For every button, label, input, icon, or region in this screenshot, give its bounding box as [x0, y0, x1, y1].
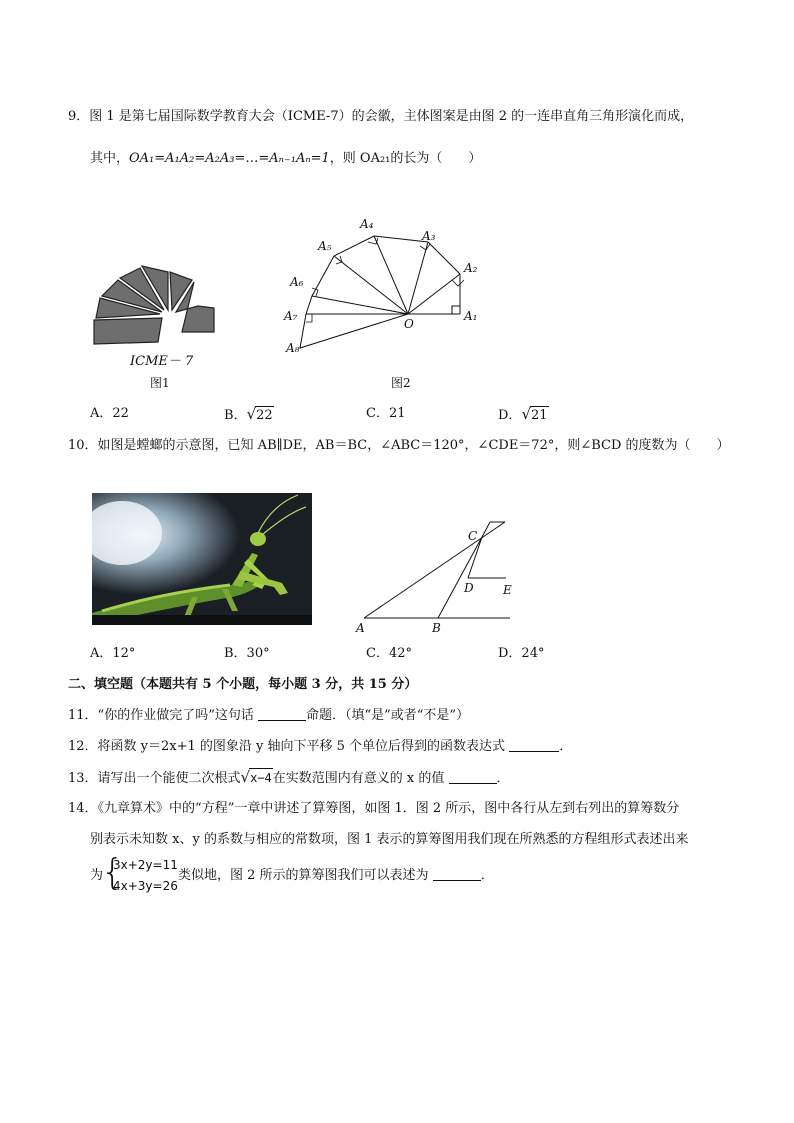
q14-line3-pre: 为: [90, 868, 104, 883]
radical-sign: √: [240, 768, 251, 786]
q9-option-c[interactable]: C．21: [366, 406, 406, 421]
q12-answer-blank[interactable]: [509, 739, 559, 752]
q12-post: ．: [559, 739, 573, 754]
label-a6: A₆: [290, 275, 304, 289]
label-a: A: [356, 621, 365, 635]
line-oa4: [374, 236, 408, 314]
label-c: C: [468, 529, 478, 543]
q14-eq1: 3x+2y=11: [113, 858, 178, 872]
q13-pre: 13．请写出一个能使二次根式: [68, 771, 241, 786]
q14-line3-end: ．: [480, 868, 494, 883]
label-a4: A₄: [360, 217, 374, 231]
q14-line2: 别表示未知数 x、y 的系数与相应的常数项，图 1 表示的算筹图用我们现在所熟悉的方程组形式表述出来: [90, 832, 689, 847]
mantis-photo: [92, 493, 312, 625]
right-angle-a2: [452, 280, 464, 286]
q13-post: ．: [496, 771, 510, 786]
label-a8: A₈: [286, 341, 300, 355]
q14-line3: [178, 867, 494, 885]
q9-option-b-letter: B．: [224, 408, 247, 423]
q9-option-d[interactable]: [498, 405, 549, 425]
q11-answer-blank[interactable]: [258, 708, 306, 721]
q9-line1: 9．图 1 是第七届国际数学教育大会（ICME-7）的会徽，主体图案是由图 2 的一连串直角三角形演化而成，: [68, 109, 694, 124]
q9-option-d-radicand: 21: [531, 408, 548, 423]
q9-line2-pre: 其中，: [90, 151, 130, 166]
q14-answer-blank[interactable]: [433, 868, 481, 881]
mantis-geometry-figure: [350, 515, 520, 637]
icme7-logo-text: ICME－ 7: [130, 354, 194, 369]
label-a2: A₂: [464, 261, 478, 275]
q9-line2: [90, 150, 481, 168]
line-ac: [364, 522, 505, 618]
q14-eq2: 4x+3y=26: [113, 879, 178, 893]
q13-radicand: x−4: [249, 768, 273, 787]
q10-line: 10．如图是螳螂的示意图，已知 AB∥DE，AB＝BC，∠ABC＝120°，∠CDE＝72°，则∠BCD 的度数为（ ）: [68, 438, 730, 453]
right-angle-a7: [306, 314, 312, 322]
q9-option-b[interactable]: [224, 405, 274, 425]
q13-answer-blank[interactable]: [449, 771, 497, 784]
q11-pre: 11．“你的作业做完了吗”这句话: [68, 708, 254, 723]
fig1-caption: 图1: [150, 376, 170, 390]
q13-line: [68, 768, 510, 788]
equation-system-brace: {: [101, 852, 124, 893]
label-a7: A₇: [284, 309, 298, 323]
q10-option-a[interactable]: A．12°: [90, 646, 136, 661]
label-e: E: [503, 583, 512, 597]
q10-option-d[interactable]: D．24°: [498, 646, 545, 661]
q10-option-b[interactable]: B．30°: [224, 646, 270, 661]
line-oa3: [408, 242, 428, 314]
q9-line2-post: ，则 OA₂₁的长为（ ）: [329, 151, 482, 166]
q11-line: [68, 707, 469, 725]
radical-sign: √: [521, 405, 531, 423]
right-angle-a1: [452, 306, 460, 314]
label-a5: A₅: [318, 239, 332, 253]
q9-option-b-radicand: 22: [256, 408, 273, 423]
q14-line1: 14．《九章算术》中的“方程”一章中讲述了算筹图，如图 1．图 2 所示，图中各行从左到右列出的算筹数分: [68, 801, 680, 816]
section-title: 二、填空题（本题共有 5 个小题，每小题 3 分，共 15 分）: [68, 677, 418, 692]
spiral-triangles-figure: [276, 212, 496, 372]
label-d: D: [464, 581, 474, 595]
line-oa6: [312, 296, 408, 314]
q9-equation: OA₁=A₁A₂=A₂A₃=…=Aₙ₋₁Aₙ=1: [129, 151, 330, 166]
label-a1: A₁: [464, 309, 478, 323]
q9-option-a[interactable]: A．22: [90, 406, 129, 421]
q11-post: 命题．（填“是”或者“不是”）: [305, 708, 470, 723]
q9-option-d-letter: D．: [498, 408, 522, 423]
q13-mid: 在实数范围内有意义的 x 的值: [272, 771, 445, 786]
line-cd: [468, 537, 482, 578]
right-angle-a3: [420, 244, 430, 250]
q12-line: [68, 738, 572, 756]
fig2-caption: 图2: [391, 376, 411, 390]
q12-pre: 12．将函数 y＝2x+1 的图象沿 y 轴向下平移 5 个单位后得到的函数表达式: [68, 739, 506, 754]
label-b: B: [432, 621, 441, 635]
q14-line3-post: 类似地，图 2 所示的算筹图我们可以表述为: [178, 868, 429, 883]
label-o: O: [404, 317, 414, 331]
logo-tri-1: [94, 318, 162, 344]
line-oa5: [334, 256, 408, 314]
label-a3: A₃: [422, 229, 436, 243]
q10-option-c[interactable]: C．42°: [366, 646, 412, 661]
radical-sign: √: [246, 405, 257, 423]
